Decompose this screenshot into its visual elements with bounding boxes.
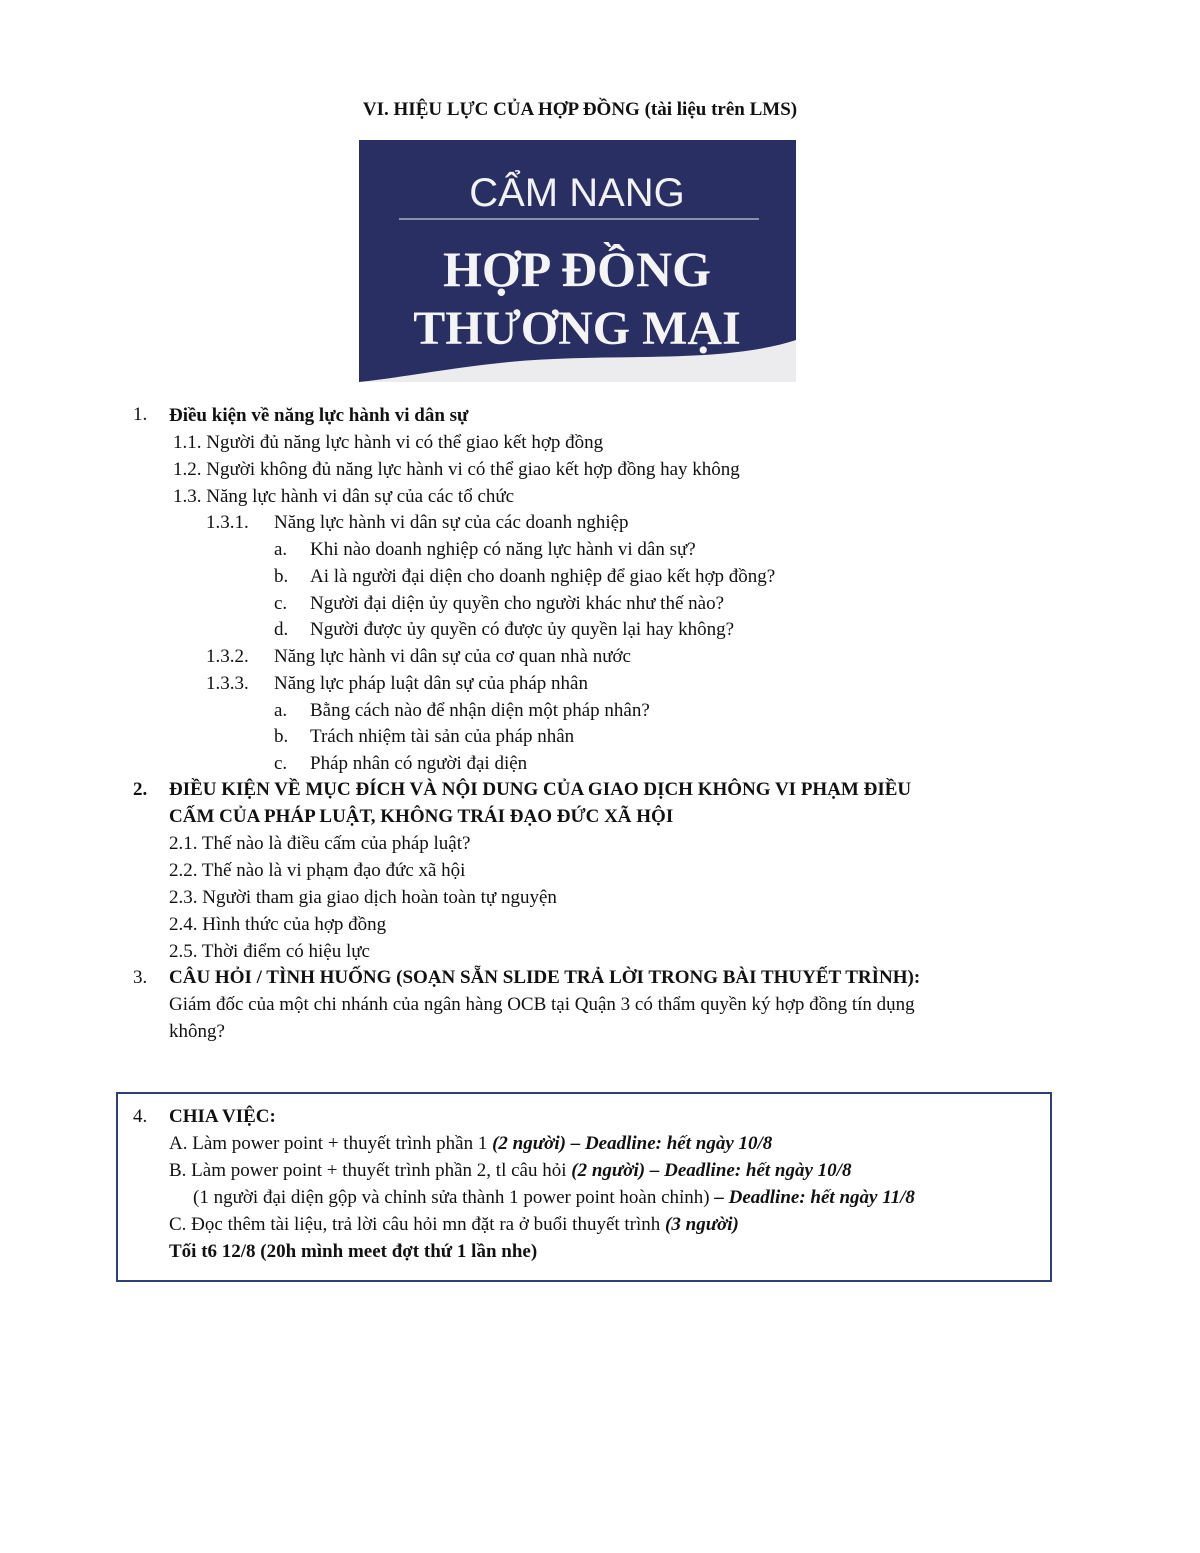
section-2-number: 2. xyxy=(133,779,148,800)
section-1-heading: Điều kiện về năng lực hành vi dân sự xyxy=(169,405,469,426)
item-1-3-3-number: 1.3.3. xyxy=(206,673,249,694)
item-1-3-2-number: 1.3.2. xyxy=(206,646,249,667)
task-a xyxy=(169,1130,772,1157)
item-1-3-3-a: Bằng cách nào để nhận diện một pháp nhân? xyxy=(310,700,650,721)
item-2-1: 2.1. Thế nào là điều cấm của pháp luật? xyxy=(169,833,471,854)
section-3-question-line2: không? xyxy=(169,1021,225,1042)
item-1-3-3: Năng lực pháp luật dân sự của pháp nhân xyxy=(274,673,588,694)
task-a-text: A. Làm power point + thuyết trình phần 1 xyxy=(169,1133,493,1154)
item-2-5: 2.5. Thời điểm có hiệu lực xyxy=(169,941,370,962)
item-1-3-1-d-label: d. xyxy=(274,619,289,640)
item-1-3-1-b: Ai là người đại diện cho doanh nghiệp để giao kết hợp đồng? xyxy=(310,566,776,587)
item-1-3-3-b-label: b. xyxy=(274,726,289,747)
item-1-3-3-c: Pháp nhân có người đại diện xyxy=(310,753,528,774)
section-3-question-line1: Giám đốc của một chi nhánh của ngân hàng OCB tại Quận 3 có thẩm quyền ký hợp đồng tín dụng xyxy=(169,994,915,1015)
section-3-number: 3. xyxy=(133,967,148,988)
task-a-people: (2 người) xyxy=(492,1133,566,1154)
item-1-3-1-c: Người đại diện ủy quyền cho người khác như thế nào? xyxy=(310,593,725,614)
item-1-3-1-d: Người được ủy quyền có được ủy quyền lại hay không? xyxy=(310,619,735,640)
task-c xyxy=(169,1211,739,1238)
item-1-3-3-b: Trách nhiệm tài sản của pháp nhân xyxy=(310,726,575,747)
item-1-3-1-number: 1.3.1. xyxy=(206,512,249,533)
task-b-text: B. Làm power point + thuyết trình phần 2, tl câu hỏi xyxy=(169,1160,572,1181)
cover-line1: CẨM NANG xyxy=(469,171,685,215)
task-c-text: C. Đọc thêm tài liệu, trả lời câu hỏi mn đặt ra ở buổi thuyết trình xyxy=(169,1214,666,1235)
task-b-deadline: – Deadline: hết ngày 10/8 xyxy=(645,1160,852,1181)
book-cover-graphic xyxy=(359,140,796,382)
section-4-number: 4. xyxy=(133,1106,148,1127)
task-a-deadline: – Deadline: hết ngày 10/8 xyxy=(565,1133,773,1154)
cover-line3: THƯƠNG MẠI xyxy=(413,302,741,355)
item-1-3-1-a-label: a. xyxy=(274,539,288,560)
item-1-1: 1.1. Người đủ năng lực hành vi có thể giao kết hợp đồng xyxy=(173,432,604,453)
item-1-3-3-c-label: c. xyxy=(274,753,288,774)
item-1-3-1-b-label: b. xyxy=(274,566,289,587)
section-2-heading-line1: ĐIỀU KIỆN VỀ MỤC ĐÍCH VÀ NỘI DUNG CỦA GIAO DỊCH KHÔNG VI PHẠM ĐIỀU xyxy=(169,779,912,800)
document-title: VI. HIỆU LỰC CỦA HỢP ĐỒNG (tài liệu trên LMS) xyxy=(362,99,798,120)
item-2-2: 2.2. Thế nào là vi phạm đạo đức xã hội xyxy=(169,860,466,881)
cover-line2: HỢP ĐỒNG xyxy=(442,241,712,297)
item-1-2: 1.2. Người không đủ năng lực hành vi có thể giao kết hợp đồng hay không xyxy=(173,459,740,480)
item-1-3-1-c-label: c. xyxy=(274,593,288,614)
task-b-people: (2 người) xyxy=(571,1160,646,1181)
meeting-note: Tối t6 12/8 (20h mình meet đợt thứ 1 lần nhe) xyxy=(169,1241,538,1262)
item-2-3: 2.3. Người tham gia giao dịch hoàn toàn tự nguyện xyxy=(169,887,557,908)
item-1-3-1: Năng lực hành vi dân sự của các doanh nghiệp xyxy=(274,512,629,533)
task-c-people: (3 người) xyxy=(665,1214,739,1235)
item-1-3-2: Năng lực hành vi dân sự của cơ quan nhà nước xyxy=(274,646,631,667)
task-b-merge-text: (1 người đại diện gộp và chỉnh sửa thành 1 power point hoàn chỉnh) xyxy=(193,1187,715,1208)
task-b xyxy=(169,1157,851,1184)
section-4-heading: CHIA VIỆC: xyxy=(169,1106,276,1127)
section-2-heading-line2: CẤM CỦA PHÁP LUẬT, KHÔNG TRÁI ĐẠO ĐỨC XÃ HỘI xyxy=(169,806,674,827)
book-cover-image xyxy=(359,140,796,382)
item-1-3-3-a-label: a. xyxy=(274,700,288,721)
section-1-number: 1. xyxy=(133,404,148,425)
task-b-merge-deadline: – Deadline: hết ngày 11/8 xyxy=(714,1187,915,1208)
item-1-3-1-a: Khi nào doanh nghiệp có năng lực hành vi dân sự? xyxy=(310,539,696,560)
item-2-4: 2.4. Hình thức của hợp đồng xyxy=(169,914,387,935)
item-1-3: 1.3. Năng lực hành vi dân sự của các tổ chức xyxy=(173,486,515,507)
section-3-heading: CÂU HỎI / TÌNH HUỐNG (SOẠN SẴN SLIDE TRẢ LỜI TRONG BÀI THUYẾT TRÌNH): xyxy=(169,967,921,988)
task-b-merge xyxy=(193,1184,915,1211)
